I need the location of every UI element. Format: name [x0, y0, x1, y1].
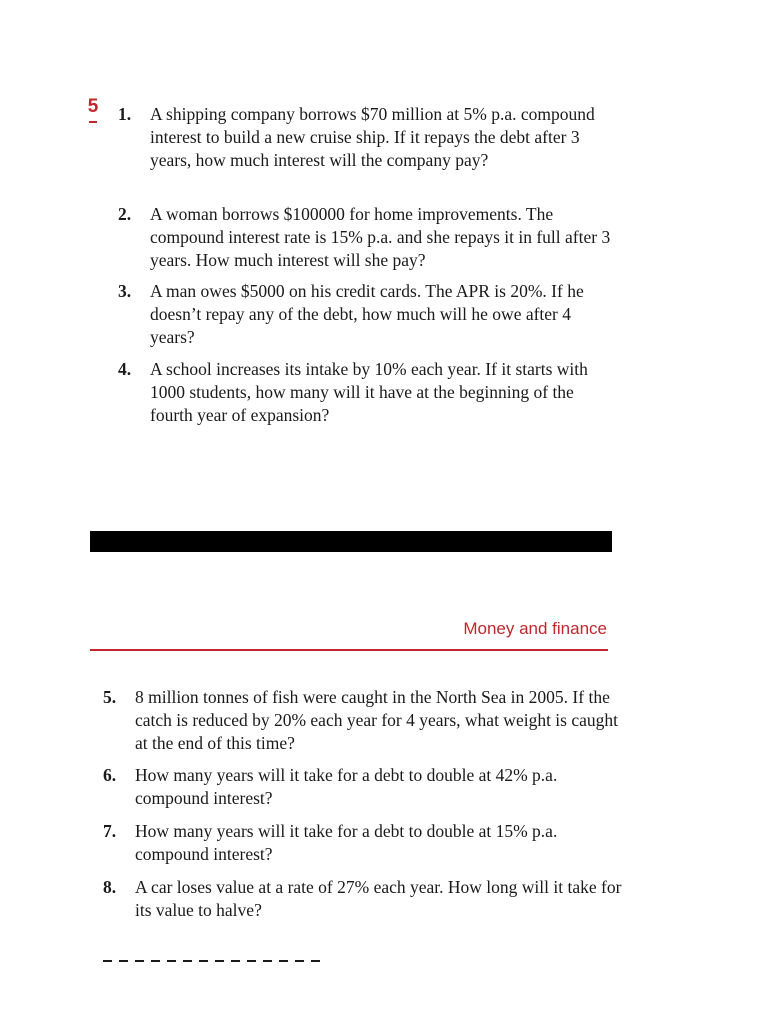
question-number: 8.: [103, 877, 117, 897]
question-text: A shipping company borrows $70 million at 5% p.a. compound interest to build a new cruise ship. If it repays the debt after 3 years, how much interest will the company pay?: [150, 104, 595, 170]
question-text: 8 million tonnes of fish were caught in the North Sea in 2005. If the catch is reduced by 20% each year for 4 years, what weight is caught at the end of this time?: [135, 687, 619, 753]
question-text: How many years will it take for a debt to double at 15% p.a. compound interest?: [135, 821, 558, 864]
question-number: 7.: [103, 821, 117, 841]
marker-underline: [89, 121, 97, 123]
question-number: 4.: [118, 359, 132, 379]
question-number: 3.: [118, 281, 132, 301]
question-number: 1.: [118, 104, 132, 124]
section-margin-marker: [86, 96, 100, 123]
question-text: A woman borrows $100000 for home improvements. The compound interest rate is 15% p.a. and she repays it in full after 3 years. How much interest will she pay?: [150, 204, 611, 270]
header-rule: [90, 649, 608, 651]
running-header: Money and finance: [463, 619, 607, 638]
section-number: 5: [87, 96, 99, 117]
question-text: A car loses value at a rate of 27% each year. How long will it take for its value to halve?: [135, 877, 622, 920]
question-text: How many years will it take for a debt to double at 42% p.a. compound interest?: [135, 765, 558, 808]
redaction-bar: [90, 531, 612, 552]
cut-off-heading-fragment: [103, 956, 323, 962]
question-text: A man owes $5000 on his credit cards. The APR is 20%. If he doesn’t repay any of the debt, how much will he owe after 4 years?: [150, 281, 584, 347]
question-number: 2.: [118, 204, 132, 224]
question-number: 5.: [103, 687, 117, 707]
question-text: A school increases its intake by 10% each year. If it starts with 1000 students, how many will it have at the beginning of the fourth year of expansion?: [150, 359, 588, 425]
question-number: 6.: [103, 765, 117, 785]
